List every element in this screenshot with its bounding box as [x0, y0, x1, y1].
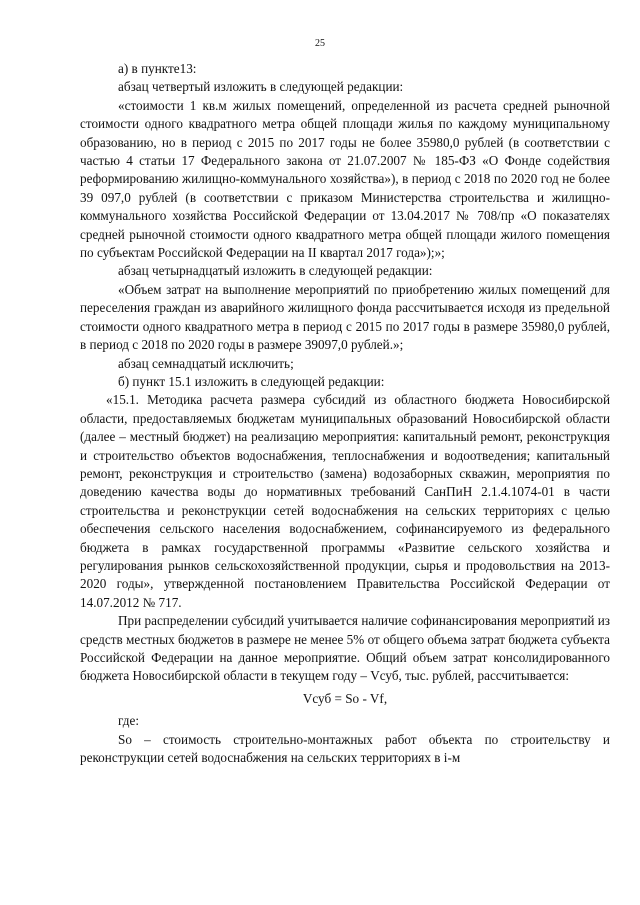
document-body: [80, 60, 610, 767]
paragraph-item-a: а) в пункте13:: [118, 61, 197, 76]
page-number: 25: [315, 38, 325, 49]
paragraph-quote-volume: «Объем затрат на выполнение мероприятий по приобретению жилых помещений для переселения граждан из аварийного жилищного фонда рассчитывается исходя из предельной стоимости одного квадратного метра в период с 2015 по 2017 годы в размере 35980,0 рублей, в период с 2018 по 2020 годы в размере 39097,0 рублей.»;: [80, 281, 610, 353]
paragraph-distribution: При распределении субсидий учитывается наличие софинансирования мероприятий из средств местных бюджетов в размере не менее 5% от общего объема затрат бюджета субъекта Российской Федерации на данное мероприятие. Общий объем затрат консолидированного бюджета Новосибирской области в текущем году – Vсуб, тыс. рублей, рассчитывается:: [80, 613, 610, 684]
paragraph-method-15-1: «15.1. Методика расчета размера субсидий из областного бюджета Новосибирской области, предоставляемых бюджетам муниципальных образований Новосибирской области (далее – местный бюджет) на реализацию мероприятия: капитальный ремонт, реконструкция и строительство объектов водоснабжения, теплоснабжения и водоотведения; капитальный ремонт, реконструкция и строительство (замена) водозаборных скважин, мероприятия по доведению качества воды до нормативных требований СанПиН 2.1.4.1074-01 в части строительства и реконструкции сетей водоснабжения на сельских территориях с целью обеспечения сельского населения водоснабжением, софинансируемого из федерального бюджета в рамках государственной программы «Развитие сельского хозяйства и регулирования рынков сельскохозяйственной продукции, сырья и продовольствия на 2013-2020 годы», утвержденной постановлением Правительства Российской Федерации от 14.07.2012 № 717.: [80, 392, 610, 610]
paragraph-item-b: б) пункт 15.1 изложить в следующей редакции:: [118, 373, 385, 389]
paragraph-instruction-4th: абзац четвертый изложить в следующей редакции:: [118, 79, 404, 95]
formula: Vсуб = So - Vf,: [302, 690, 388, 706]
paragraph-exclude-17th: абзац семнадцатый исключить;: [118, 355, 294, 371]
paragraph-instruction-14th: абзац четырнадцатый изложить в следующей редакции:: [118, 263, 433, 279]
paragraph-so-definition: So – стоимость строительно-монтажных работ объекта по строительству и реконструкции сетей водоснабжения на сельских территориях в i-м: [80, 731, 610, 766]
paragraph-where: где:: [118, 713, 139, 729]
paragraph-quote-cost: «стоимости 1 кв.м жилых помещений, определенной из расчета средней рыночной стоимости одного квадратного метра общей площади жилья по каждому муниципальному образованию, но в период с 2015 по 2017 годы не более 35980,0 рублей (в соответствии с частью 4 статьи 17 Федерального закона от 21.07.2007 № 185-ФЗ «О Фонде содействия реформированию жилищно-коммунального хозяйства»), в период с 2018 по 2020 год не более 39 097,0 рублей (в соответствии с приказом Министерства строительства и жилищно-коммунального хозяйства Российской Федерации от 13.04.2017 № 708/пр «О показателях средней рыночной стоимости одного квадратного метра общей площади жилого помещения по субъектам Российской Федерации на II квартал 2017 года»);»;: [80, 97, 610, 261]
